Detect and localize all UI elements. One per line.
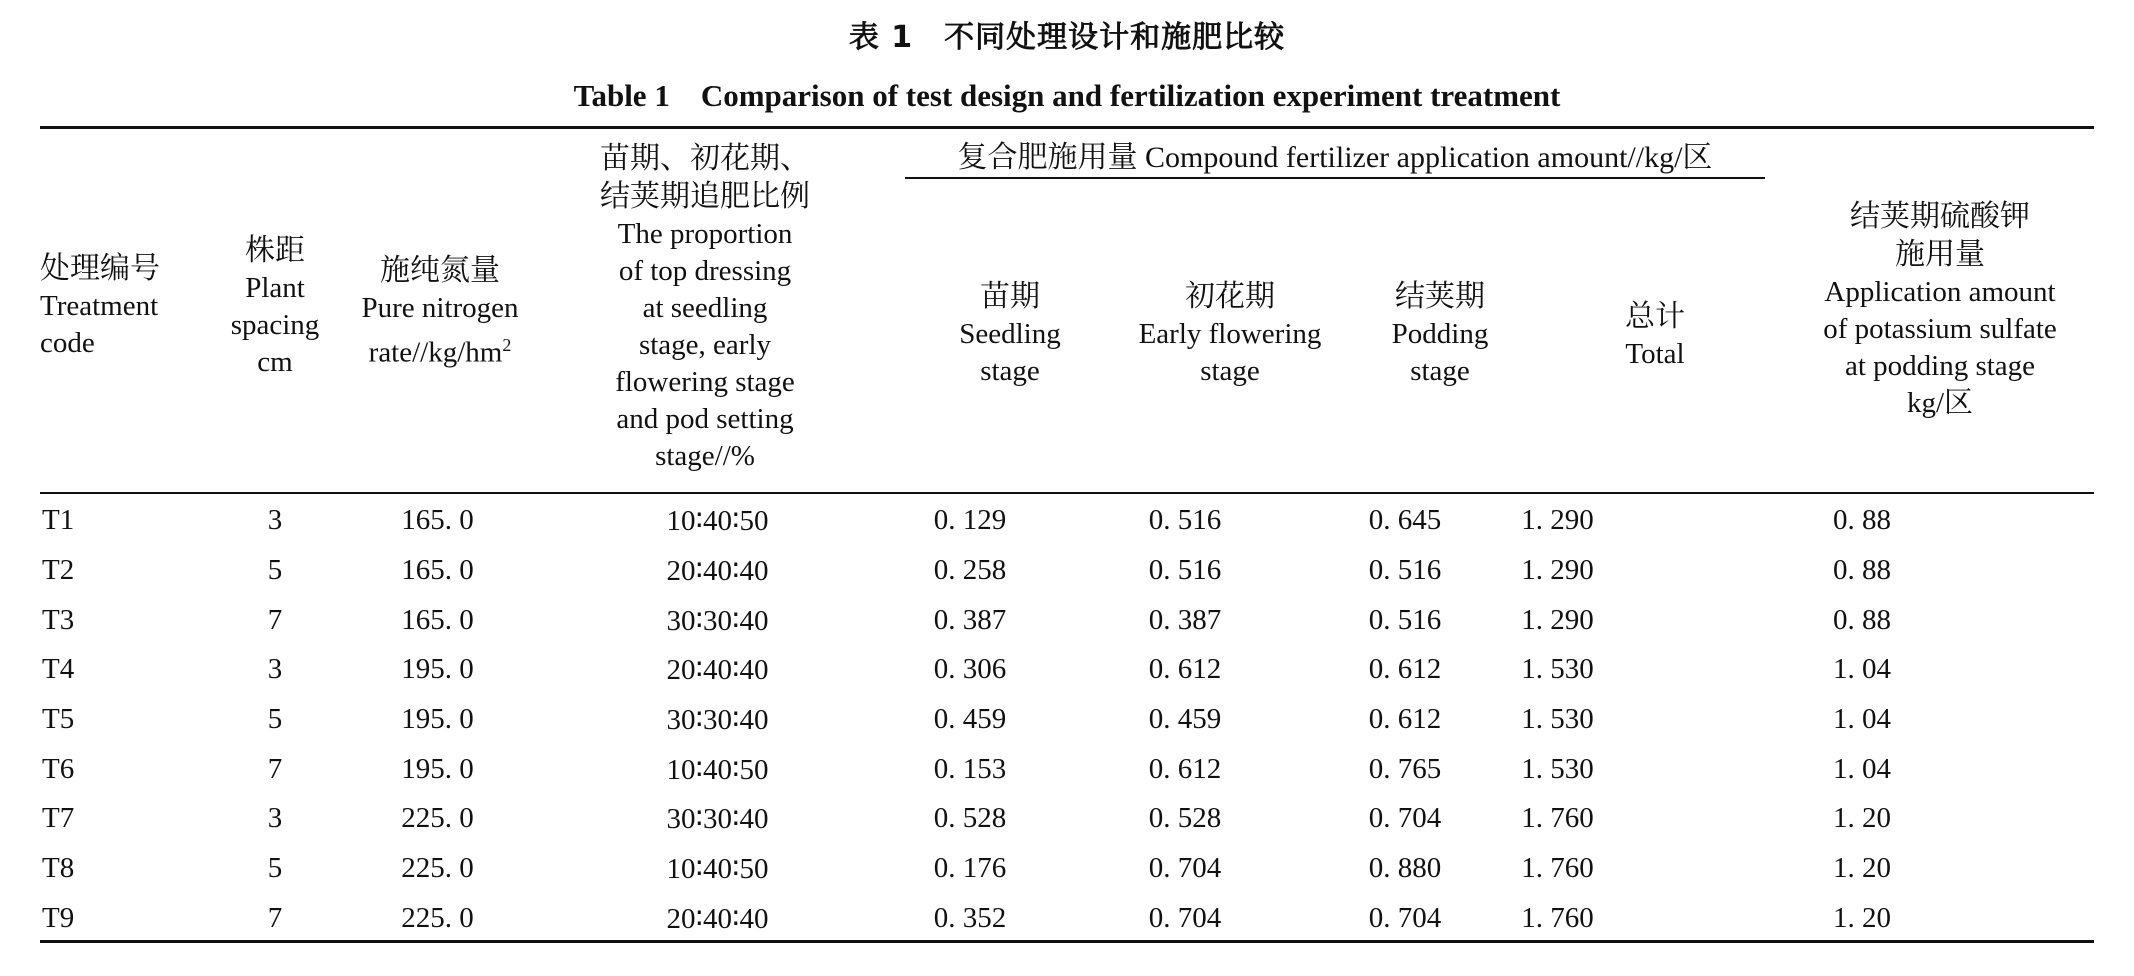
table-cell: 30∶30∶40 [666,704,769,737]
table-cell: 1. 530 [1521,703,1594,736]
table-cell: 0. 516 [1368,603,1442,636]
table-cell: 1. 530 [1521,653,1594,686]
table-cell: 3 [267,653,283,686]
table-cell: 0. 704 [1368,802,1442,835]
table-cell: 0. 704 [1368,901,1442,934]
table-row [40,595,2094,645]
table-caption-cn: 表 1 不同处理设计和施肥比较 [848,20,1286,55]
table-cell: 7 [267,901,283,934]
table-cell: 0. 612 [1368,703,1442,736]
table-cell: 0. 153 [933,752,1007,785]
group-span-rule [905,177,1765,179]
table-cell: 1. 760 [1521,802,1594,835]
table-cell: 20∶40∶40 [666,555,769,588]
header-compound-fertilizer-group: 复合肥施用量 Compound fertilizer application amount//kg/区 [957,140,1713,175]
table-cell: 1. 20 [1833,901,1891,934]
table-cell: T3 [42,603,75,636]
table-row [40,695,2094,745]
table-cell: 30∶30∶40 [666,803,769,836]
table-row [40,744,2094,794]
table-cell: T5 [42,703,75,736]
table-cell: 1. 04 [1833,752,1891,785]
table-cell: T6 [42,752,75,785]
table-cell: 0. 516 [1148,504,1222,537]
header-podding: 结荚期 Podding stage [1391,279,1489,387]
table-cell: 195. 0 [401,653,474,686]
table-cell: 1. 20 [1833,802,1891,835]
table-cell: 0. 704 [1148,852,1222,885]
table-cell: T8 [42,852,75,885]
table-cell: 165. 0 [401,603,474,636]
header-rule [40,492,2094,494]
table-cell: 0. 704 [1148,901,1222,934]
table-cell: 0. 612 [1148,653,1222,686]
table-cell: 0. 176 [933,852,1007,885]
table-cell: T1 [42,504,75,537]
table-cell: 225. 0 [401,852,474,885]
table-cell: 1. 760 [1521,852,1594,885]
table-cell: 3 [267,504,283,537]
header-seedling: 苗期 Seedling stage [959,279,1061,387]
table-cell: T2 [42,554,75,587]
table-cell: 0. 88 [1833,504,1891,537]
table-cell: 0. 352 [933,901,1007,934]
header-plant-spacing: 株距 Plant spacing cm [230,233,320,378]
table-cell: 5 [267,554,283,587]
table-cell: 10∶40∶50 [666,505,769,538]
table-row [40,496,2094,546]
table-cell: 0. 88 [1833,603,1891,636]
table-cell: 20∶40∶40 [666,654,769,687]
table-cell: 1. 290 [1521,554,1594,587]
table-row [40,546,2094,596]
table-cell: 225. 0 [401,901,474,934]
table-cell: 1. 04 [1833,653,1891,686]
table-row [40,794,2094,844]
table-cell: 0. 258 [933,554,1007,587]
header-pure-nitrogen: 施纯氮量 Pure nitrogen rate/$/kg/hm^2$ [361,253,519,369]
table-cell: 20∶40∶40 [666,902,769,935]
table-cell: 0. 516 [1368,554,1442,587]
table-cell: 0. 612 [1148,752,1222,785]
table-cell: 0. 129 [933,504,1007,537]
header-early-flowering: 初花期 Early flowering stage [1138,279,1322,387]
table-cell: 1. 290 [1521,603,1594,636]
table-cell: T4 [42,653,75,686]
table-cell: 5 [267,703,283,736]
table-cell: T9 [42,901,75,934]
header-potassium-sulfate: 结荚期硫酸钾 施用量 Application amount of potassium sulfate at podding stage kg/区 [1823,199,2057,419]
table-cell: 7 [267,603,283,636]
table-cell: 7 [267,752,283,785]
table-cell: 0. 880 [1368,852,1442,885]
table-cell: 0. 88 [1833,554,1891,587]
table-cell: 0. 459 [933,703,1007,736]
table-cell: 5 [267,852,283,885]
table-cell: 10∶40∶50 [666,853,769,886]
table-cell: 1. 530 [1521,752,1594,785]
table-cell: 0. 612 [1368,653,1442,686]
table-cell: 1. 760 [1521,901,1594,934]
table-cell: 195. 0 [401,703,474,736]
table-row [40,844,2094,894]
header-treatment-code: 处理编号 Treatment code [40,251,160,359]
table-cell: 1. 04 [1833,703,1891,736]
table-cell: 165. 0 [401,504,474,537]
table-row [40,645,2094,695]
table-cell: 0. 528 [933,802,1007,835]
header-total: 总计 Total [1625,299,1685,370]
table-cell: 1. 20 [1833,852,1891,885]
table-cell: 0. 528 [1148,802,1222,835]
table-cell: 0. 516 [1148,554,1222,587]
table-cell: 0. 765 [1368,752,1442,785]
table-cell: 0. 387 [933,603,1007,636]
top-rule [40,126,2094,129]
table-cell: 195. 0 [401,752,474,785]
table-cell: 30∶30∶40 [666,604,769,637]
table-cell: 0. 459 [1148,703,1222,736]
table-cell: 0. 645 [1368,504,1442,537]
data-table [40,496,2094,943]
table-cell: T7 [42,802,75,835]
table-cell: 225. 0 [401,802,474,835]
table-cell: 1. 290 [1521,504,1594,537]
table-caption-en: Table 1 Comparison of test design and fertilization experiment treatment [573,78,1561,113]
table-cell: 10∶40∶50 [666,753,769,786]
table-cell: 3 [267,802,283,835]
table-cell: 165. 0 [401,554,474,587]
table-cell: 0. 387 [1148,603,1222,636]
table-cell: 0. 306 [933,653,1007,686]
header-proportion: 苗期、初花期、 结荚期追肥比例 The proportion of top dressing at seedling stage, early flowering stage and pod setting stage//% [600,141,810,472]
table-row [40,894,2094,944]
